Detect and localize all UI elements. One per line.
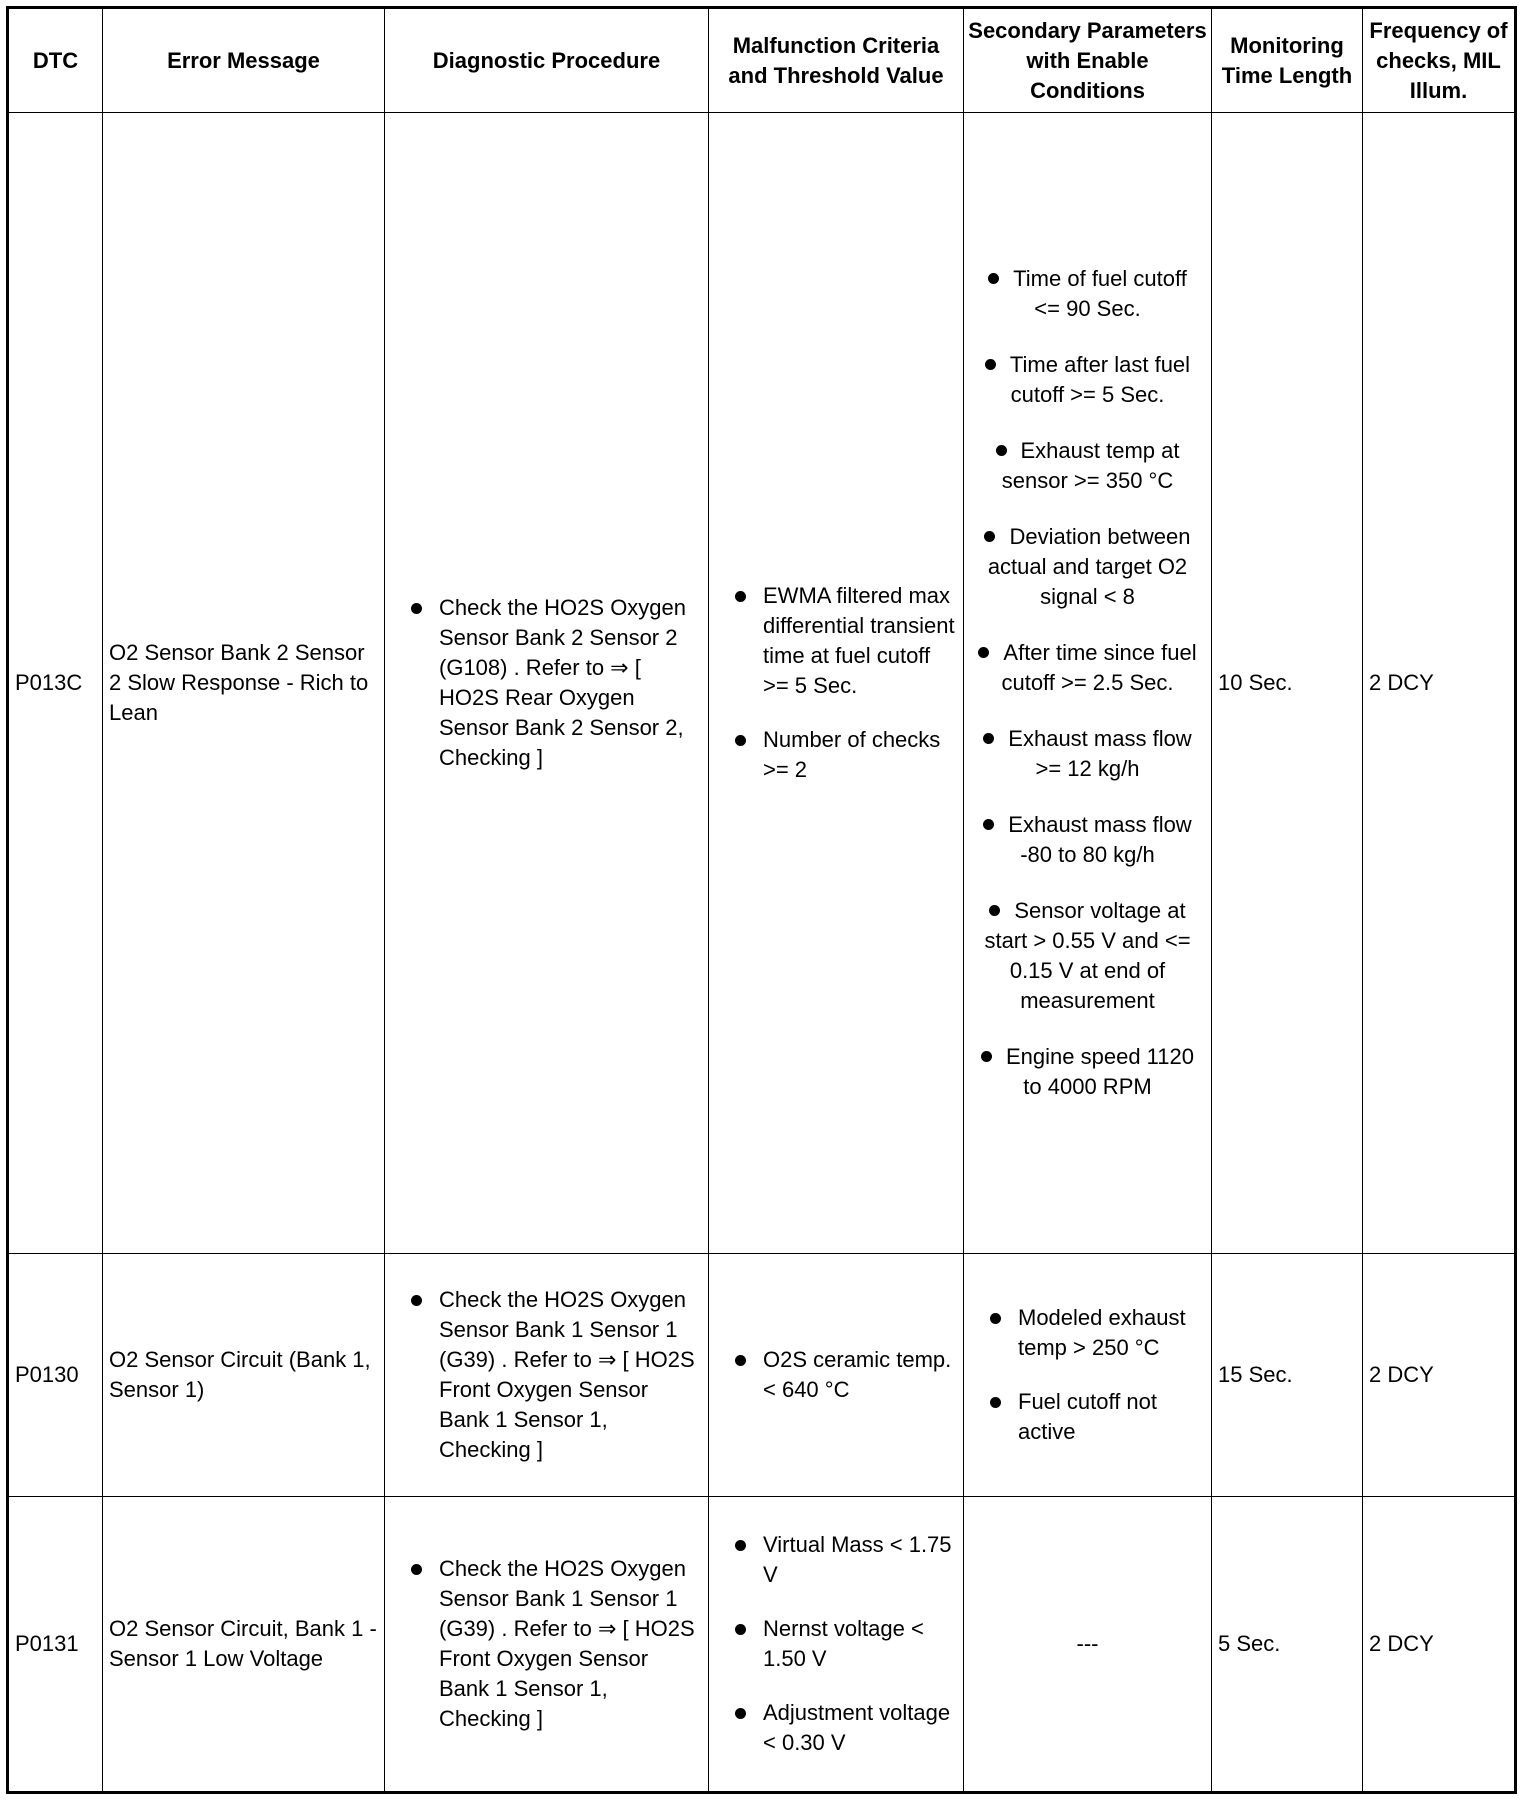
monitoring-time: 10 Sec.: [1212, 113, 1363, 1254]
secondary-text: Engine speed 1120 to 4000 RPM: [1006, 1044, 1194, 1099]
table-row: [8, 1497, 1516, 1793]
secondary-text: Time after last fuel cutoff >= 5 Sec.: [1009, 352, 1191, 407]
secondary-item: [974, 896, 1201, 1016]
bullet-icon: [978, 647, 989, 658]
dtc-code: P0131: [8, 1497, 103, 1793]
error-message: O2 Sensor Circuit, Bank 1 - Sensor 1 Low Voltage: [103, 1497, 385, 1793]
table-row: [8, 113, 1516, 1254]
procedure-item: Check the HO2S Oxygen Sensor Bank 1 Sensor 1 (G39) . Refer to ⇒ [ HO2S Front Oxygen Sensor Bank 1 Sensor 1, Checking ]: [391, 1285, 702, 1465]
secondary-item: [974, 724, 1201, 784]
criteria-item: Number of checks >= 2: [715, 725, 957, 785]
secondary-text: Exhaust mass flow -80 to 80 kg/h: [1008, 812, 1192, 867]
secondary-text: Time of fuel cutoff <= 90 Sec.: [1013, 266, 1187, 321]
malfunction-criteria: [709, 1497, 964, 1793]
table-row: [8, 1254, 1516, 1497]
secondary-parameters: [964, 113, 1212, 1254]
criteria-item: EWMA filtered max differential transient time at fuel cutoff >= 5 Sec.: [715, 581, 957, 701]
dtc-code: P013C: [8, 113, 103, 1254]
secondary-text: Deviation between actual and target O2 signal < 8: [987, 524, 1191, 609]
secondary-item: [974, 810, 1201, 870]
secondary-text: Exhaust temp at sensor >= 350 °C: [1001, 438, 1180, 493]
criteria-item: Adjustment voltage < 0.30 V: [715, 1698, 957, 1758]
bullet-icon: [996, 445, 1007, 456]
bullet-icon: [983, 733, 994, 744]
header-error-message: Error Message: [103, 8, 385, 113]
criteria-item: Nernst voltage < 1.50 V: [715, 1614, 957, 1674]
bullet-icon: [989, 905, 1000, 916]
header-row: [8, 8, 1516, 113]
secondary-item: Modeled exhaust temp > 250 °C: [970, 1303, 1205, 1363]
diagnostic-procedure: [385, 1254, 709, 1497]
frequency: 2 DCY: [1363, 113, 1516, 1254]
bullet-icon: [984, 531, 995, 542]
header-dtc: DTC: [8, 8, 103, 113]
diagnostic-procedure: [385, 113, 709, 1254]
criteria-item: O2S ceramic temp. < 640 °C: [715, 1345, 957, 1405]
bullet-icon: [981, 1051, 992, 1062]
procedure-item: Check the HO2S Oxygen Sensor Bank 1 Sensor 1 (G39) . Refer to ⇒ [ HO2S Front Oxygen Sensor Bank 1 Sensor 1, Checking ]: [391, 1554, 702, 1734]
error-message: O2 Sensor Circuit (Bank 1, Sensor 1): [103, 1254, 385, 1497]
frequency: 2 DCY: [1363, 1254, 1516, 1497]
secondary-item: Fuel cutoff not active: [970, 1387, 1205, 1447]
malfunction-criteria: [709, 1254, 964, 1497]
secondary-item: [974, 264, 1201, 324]
dtc-document: [6, 6, 1514, 1800]
header-monitoring-time: Monitoring Time Length: [1212, 8, 1363, 113]
dtc-table: [6, 6, 1517, 1794]
secondary-item: [974, 1042, 1201, 1102]
malfunction-criteria: [709, 113, 964, 1254]
secondary-text: After time since fuel cutoff >= 2.5 Sec.: [1001, 640, 1197, 695]
header-malfunction-criteria: Malfunction Criteria and Threshold Value: [709, 8, 964, 113]
error-message: O2 Sensor Bank 2 Sensor 2 Slow Response - Rich to Lean: [103, 113, 385, 1254]
secondary-parameters: [964, 1254, 1212, 1497]
dtc-code: P0130: [8, 1254, 103, 1497]
monitoring-time: 15 Sec.: [1212, 1254, 1363, 1497]
secondary-item: [974, 522, 1201, 612]
frequency: 2 DCY: [1363, 1497, 1516, 1793]
secondary-item: [974, 350, 1201, 410]
secondary-item: [974, 638, 1201, 698]
secondary-item: [974, 436, 1201, 496]
diagnostic-procedure: [385, 1497, 709, 1793]
secondary-text: Exhaust mass flow >= 12 kg/h: [1008, 726, 1192, 781]
header-diagnostic-procedure: Diagnostic Procedure: [385, 8, 709, 113]
header-frequency: Frequency of checks, MIL Illum.: [1363, 8, 1516, 113]
secondary-parameters: ---: [964, 1497, 1212, 1793]
secondary-text: Sensor voltage at start > 0.55 V and <= 0.15 V at end of measurement: [984, 898, 1191, 1013]
monitoring-time: 5 Sec.: [1212, 1497, 1363, 1793]
procedure-item: Check the HO2S Oxygen Sensor Bank 2 Sensor 2 (G108) . Refer to ⇒ [ HO2S Rear Oxygen Sensor Bank 2 Sensor 2, Checking ]: [391, 593, 702, 773]
bullet-icon: [988, 273, 999, 284]
bullet-icon: [985, 359, 996, 370]
header-secondary-parameters: Secondary Parameters with Enable Conditions: [964, 8, 1212, 113]
criteria-item: Virtual Mass < 1.75 V: [715, 1530, 957, 1590]
bullet-icon: [983, 819, 994, 830]
